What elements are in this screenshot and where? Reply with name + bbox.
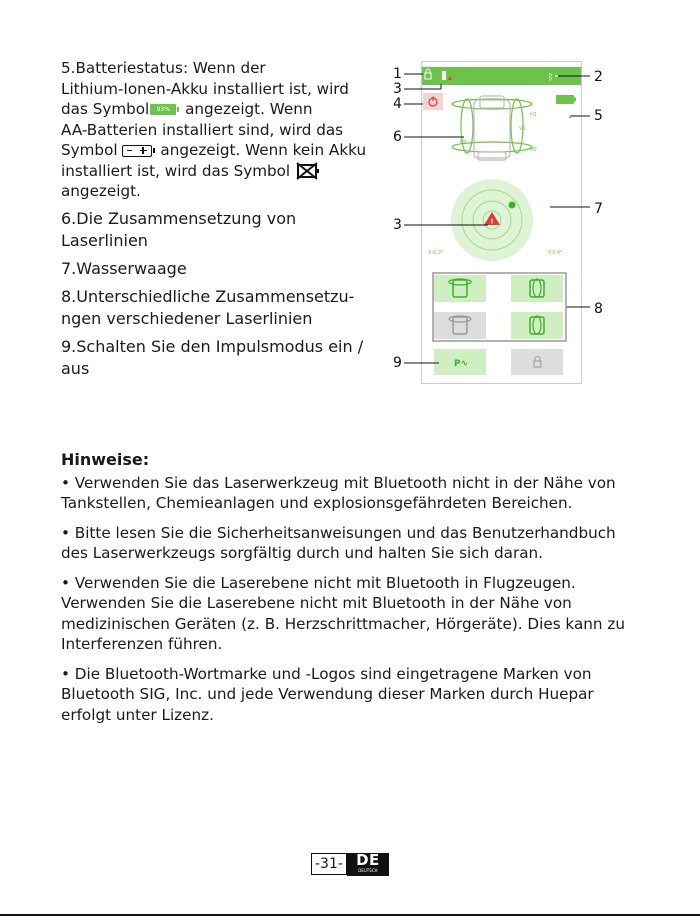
callout-1: 1: [393, 66, 402, 82]
item-7: 7.Wasserwaage: [61, 258, 187, 278]
battery-green-icon: 93%: [150, 104, 176, 115]
callout-6: 6: [393, 129, 402, 145]
item-5-line-2: Lithium-Ionen-Akku installiert ist, wird: [61, 79, 349, 98]
bluetooth-icon: ᛒ: [548, 73, 554, 83]
page-number: -31-: [311, 853, 347, 875]
svg-text:!: !: [490, 217, 494, 226]
h1-label: H1: [530, 112, 537, 118]
note-3: • Verwenden Sie die Laserebene nicht mit Bluetooth in Flugzeugen. Verwenden Sie die Laserebene nicht mit Bluetooth in der Nähe von medizinischen Geräten (z. B. Herzschrittmacher, Hörgeräte). Dies kann zu Interferenzen führen.: [61, 573, 625, 653]
callout-4: 4: [393, 96, 402, 112]
notes-section: [61, 450, 641, 734]
item-5-line-5: Symbol angezeigt. Wenn kein Akku: [61, 141, 367, 159]
page-footer: [311, 853, 389, 875]
language-tag: DE DEUTSCH: [347, 853, 389, 876]
pulse-icon: P∿: [454, 359, 469, 369]
callout-9: 9: [393, 355, 402, 371]
notes-heading: Hinweise:: [61, 450, 150, 469]
callout-5: 5: [594, 108, 603, 124]
aa-battery-icon: [122, 145, 152, 157]
leader-lines: [380, 60, 610, 380]
item-8: 8.Unterschiedliche Zusammensetzu-ngen verschiedener Laserlinien: [61, 286, 355, 328]
item-5-line-4: AA-Batterien installiert sind, wird das: [61, 120, 344, 139]
note-1: • Verwenden Sie das Laserwerkzeug mit Bluetooth nicht in der Nähe von Tankstellen, Chemieanlagen und explosionsgefährdeten Bereichen.: [61, 473, 616, 512]
item-6: 6.Die Zusammensetzung von Laserlinien: [61, 208, 297, 250]
note-2: • Bitte lesen Sie die Sicherheitsanweisungen und das Benutzerhandbuch des Laserwerkzeugs sorgfältig durch und halten Sie sich daran.: [61, 523, 616, 562]
item-5-line-1: 5.Batteriestatus: Wenn der: [61, 59, 266, 77]
feature-list: [61, 58, 376, 380]
item-5-line-3: das Symbol 93% angezeigt. Wenn: [61, 100, 313, 118]
callout-3-top: 3: [393, 81, 402, 97]
y-reading: Y:0.4°: [548, 250, 563, 256]
v1-label: V1: [519, 126, 526, 132]
v2-label: V2: [460, 140, 467, 146]
item-5-line-6: installiert ist, wird das Symbol: [61, 161, 376, 182]
h2-label: H2: [530, 147, 537, 153]
no-battery-icon: [295, 162, 321, 180]
note-4: • Die Bluetooth-Wortmarke und -Logos sind eingetragene Marken von Bluetooth SIG, Inc. und jede Verwendung dieser Marken durch Huepar erfolgt unter Lizenz.: [61, 664, 594, 724]
callout-3-mid: 3: [393, 217, 402, 233]
callout-7: 7: [594, 201, 603, 217]
callout-8: 8: [594, 301, 603, 317]
x-reading: X:0.2°: [428, 250, 444, 256]
callout-2: 2: [594, 69, 603, 85]
bottom-rule: [0, 914, 700, 916]
item-5-line-7: angezeigt.: [61, 182, 141, 200]
item-9: 9.Schalten Sie den Impulsmodus ein / aus: [61, 336, 364, 378]
